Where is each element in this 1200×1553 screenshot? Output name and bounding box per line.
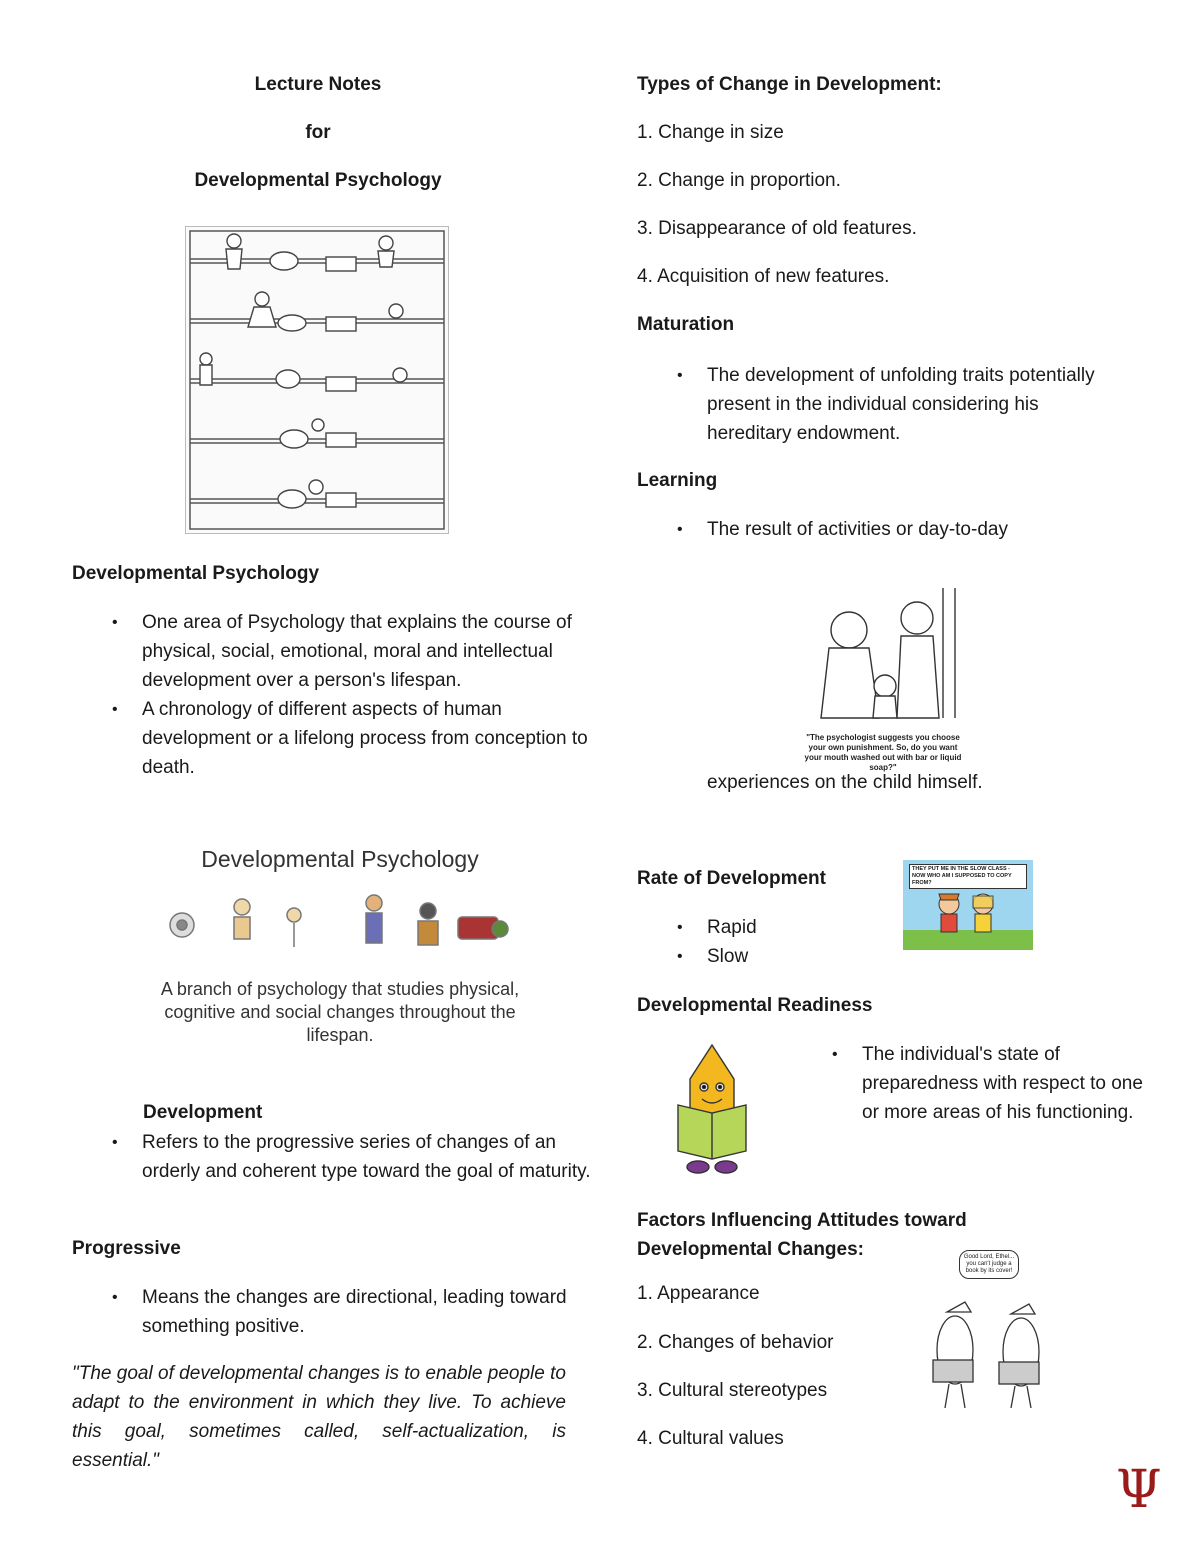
progressive-bullet-list: [72, 1283, 592, 1341]
doc-title-line-2: for: [305, 122, 331, 143]
list-item: • One area of Psychology that explains the course of physical, social, emotional, moral and intellectual development over a person's lifespan.: [72, 608, 592, 695]
dev-psych-infographic: [160, 846, 520, 1066]
type-item: 1. Change in size: [637, 122, 784, 143]
factors-heading-line-1: Factors Influencing Attitudes toward: [637, 1210, 967, 1231]
rate-heading: Rate of Development: [637, 868, 826, 889]
list-item: • The result of activities or day-to-day: [637, 515, 1107, 544]
type-item: 4. Acquisition of new features.: [637, 266, 890, 287]
dev-psych-heading: Developmental Psychology: [72, 563, 320, 584]
pencil-character: [672, 1043, 752, 1175]
factor-item: 3. Cultural stereotypes: [637, 1380, 828, 1401]
factor-item: 1. Appearance: [637, 1283, 760, 1304]
list-item: • A chronology of different aspects of human development or a lifelong process from conception to death.: [72, 695, 592, 782]
pencil-book-illustration: [672, 1043, 752, 1175]
judge-book-cartoon: [925, 1250, 1055, 1415]
development-heading: Development: [143, 1102, 263, 1123]
lifespan-icons: [160, 887, 520, 967]
list-item: • Refers to the progressive series of changes of an orderly and coherent type toward the goal of maturity.: [72, 1128, 592, 1186]
infographic-title: Developmental Psychology: [201, 846, 479, 872]
learning-heading: Learning: [637, 470, 718, 491]
readiness-bullet-list: [792, 1040, 1152, 1127]
maturation-bullet-list: [637, 361, 1107, 448]
list-item: • Slow: [637, 942, 837, 971]
factor-item: 2. Changes of behavior: [637, 1332, 834, 1353]
progressive-heading: Progressive: [72, 1238, 181, 1259]
type-item: 2. Change in proportion.: [637, 170, 841, 191]
slow-class-kids: [903, 860, 1033, 950]
cartoon-caption: "The psychologist suggests you choose your own punishment. So, do you want your mouth washed out with bar or liquid soap?": [804, 733, 962, 772]
maturation-heading: Maturation: [637, 314, 735, 335]
doc-title-line-1: Lecture Notes: [254, 74, 382, 95]
cartoon-speech-bubble: Good Lord, Ethel... you can't judge a book by its cover!: [959, 1250, 1019, 1279]
psychologist-cartoon: [793, 578, 973, 772]
list-item: • Means the changes are directional, leading toward something positive.: [72, 1283, 592, 1341]
list-item: • The development of unfolding traits potentially present in the individual considering his hereditary endowment.: [637, 361, 1107, 448]
development-stages-drawing: [185, 226, 449, 534]
list-item: • The individual's state of preparedness with respect to one or more areas of his functioning.: [792, 1040, 1152, 1127]
self-actualization-quote: "The goal of developmental changes is to enable people to adapt to the environment in which they live. To achieve this goal, sometimes called, self-actualization, is essential.": [72, 1363, 566, 1471]
type-item: 3. Disappearance of old features.: [637, 218, 917, 239]
infographic-caption: A branch of psychology that studies physical, cognitive and social changes throughout the lifespan.: [160, 979, 520, 1045]
cartoon-speech-bubble: THEY PUT ME IN THE SLOW CLASS - NOW WHO AM I SUPPOSED TO COPY FROM?: [909, 864, 1027, 889]
psi-logo: Ψ: [1116, 1460, 1162, 1520]
types-of-change-heading: Types of Change in Development:: [637, 74, 942, 95]
dev-psych-bullet-list: [72, 608, 592, 782]
factors-heading-line-2: Developmental Changes:: [637, 1239, 864, 1260]
learning-bullet-list: [637, 515, 1107, 544]
doc-title-line-3: Developmental Psychology: [194, 170, 442, 191]
factor-item: 4. Cultural values: [637, 1428, 784, 1449]
list-item: • Rapid: [637, 913, 837, 942]
readiness-heading: Developmental Readiness: [637, 995, 873, 1016]
rate-bullet-list: [637, 913, 837, 971]
learning-continuation: experiences on the child himself.: [707, 772, 983, 793]
development-bullet-list: [72, 1128, 592, 1186]
stair-stages-illustration: [186, 227, 448, 533]
psychologist-cartoon-drawing: [793, 578, 973, 728]
two-birds-drawing: [925, 1250, 1055, 1415]
factors-heading: [637, 1206, 967, 1264]
slow-class-cartoon: [903, 860, 1033, 950]
